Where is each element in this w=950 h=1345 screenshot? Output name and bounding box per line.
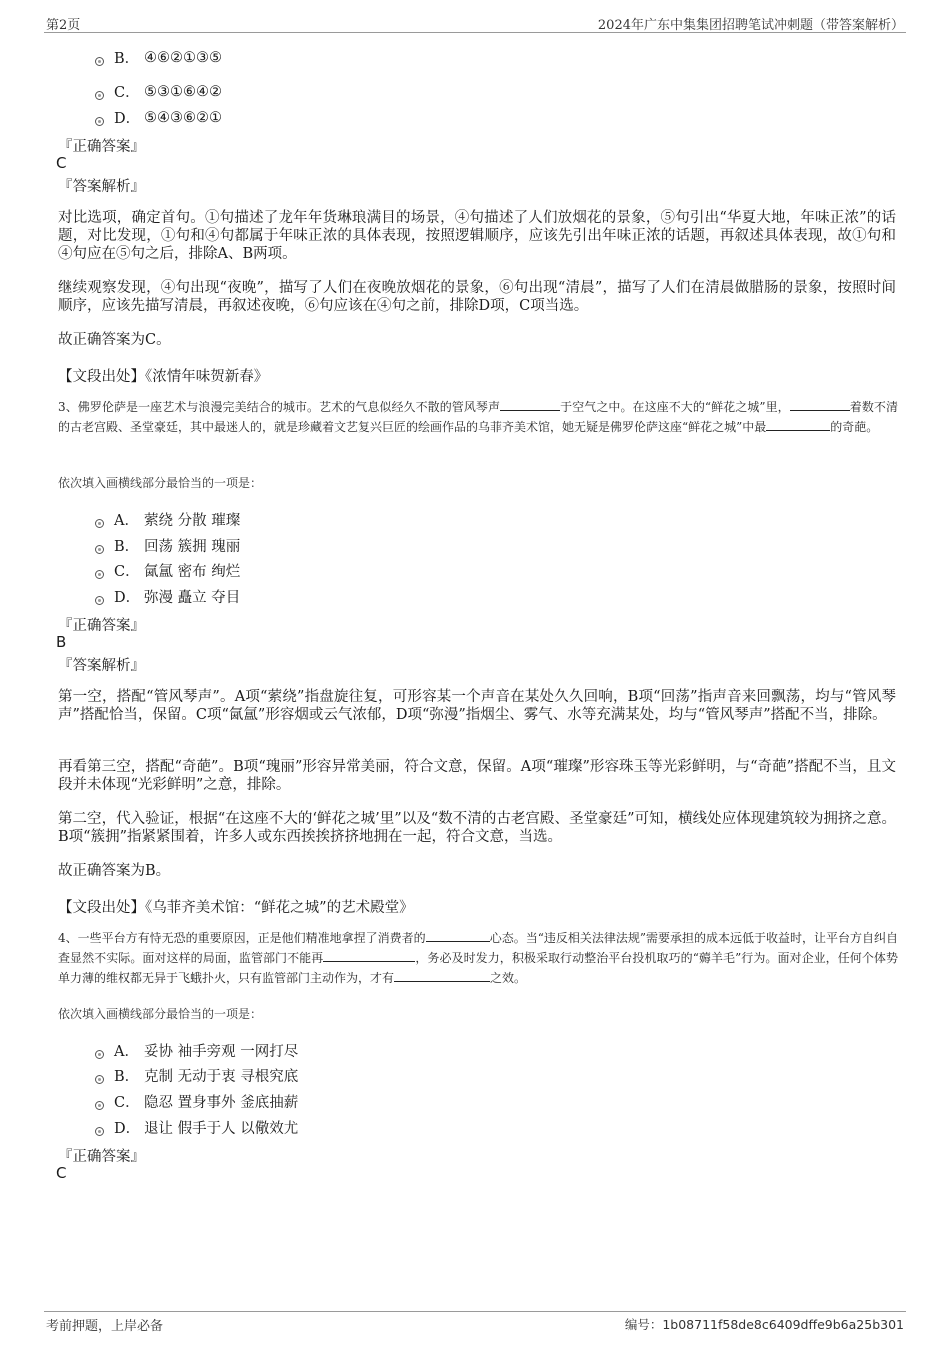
footer-slogan: 考前押题，上岸必备 (46, 1319, 164, 1334)
q3-answer: B (56, 633, 67, 651)
radio-icon[interactable] (95, 1075, 104, 1084)
correct-answer-label: 『正确答案』 (58, 139, 145, 155)
correct-answer-label: 『正确答案』 (58, 1149, 145, 1165)
q2-answer: C (56, 154, 67, 172)
radio-icon[interactable] (95, 570, 104, 579)
q4-answer: C (56, 1164, 67, 1182)
radio-icon[interactable] (95, 117, 104, 126)
q2-analysis-2: 继续观察发现，④句出现“夜晚”，描写了人们在夜晚放烟花的景象，⑥句出现“清晨”，描写了人们在清晨做腊肠的景象，按照时间顺序，应该先描写清晨，再叙述夜晚，⑥句应该在④句之前，排除D项，C项当选。 (58, 280, 896, 314)
q3-option-b[interactable]: B． 回荡 簇拥 瑰丽 (95, 535, 240, 556)
q3-stem: 3、佛罗伦萨是一座艺术与浪漫完美结合的城市。艺术的气息似经久不散的管风琴声 于空气之中。在这座不大的“鲜花之城”里， 着数不清的古老宫殿、圣堂豪廷，其中最迷人的，就是珍藏着文艺复兴巨匠的绘画作品的乌菲齐美术馆，她无疑是佛罗伦萨这座“鲜花之城”中最 的奇葩。 (58, 400, 898, 434)
q3-analysis-3: 第二空，代入验证，根据“在这座不大的‘鲜花之城’里”以及“数不清的古老宫殿、圣堂豪廷”可知，横线处应体现建筑较为拥挤之意。B项“簇拥”指紧紧围着，许多人或东西挨挨挤挤地拥在一起，符合文意，当选。 (58, 811, 896, 845)
blank-3 (394, 969, 490, 982)
correct-answer-label: 『正确答案』 (58, 618, 145, 634)
q4-stem: 4、一些平台方有恃无恐的重要原因，正是他们精准地拿捏了消费者的 心态。当“违反相关法律法规”需要承担的成本远低于收益时，让平台方自纠自查显然不实际。面对这样的局面，监管部门不能再 ，务必及时发力，积极采取行动整治平台投机取巧的“薅羊毛”行为。面对企业，任何个体势单力薄的维权都无异于飞蛾扑火，只有监管部门主动作为，才有 之效。 (58, 931, 899, 985)
blank-3 (766, 418, 830, 431)
q2-option-d[interactable]: D． ⑤④③⑥②① (95, 107, 222, 128)
q3-option-a[interactable]: A． 萦绕 分散 璀璨 (95, 509, 240, 530)
q2-analysis-3: 故正确答案为C。 (58, 332, 171, 348)
radio-icon[interactable] (95, 545, 104, 554)
footer-divider (44, 1311, 906, 1312)
blank-2 (323, 949, 415, 962)
q3-analysis-1: 第一空，搭配“管风琴声”。A项“萦绕”指盘旋往复，可形容某一个声音在某处久久回响，B项“回荡”指声音来回飘荡，均与“管风琴声”搭配恰当，保留。C项“氤氲”形容烟或云气浓郁，D项“弥漫”指烟尘、雾气、水等充满某处，均与“管风琴声”搭配不当，排除。 (58, 689, 896, 723)
q3-prompt: 依次填入画横线部分最恰当的一项是： (58, 476, 263, 490)
radio-icon[interactable] (95, 519, 104, 528)
radio-icon[interactable] (95, 596, 104, 605)
radio-icon[interactable] (95, 1050, 104, 1059)
blank-1 (500, 398, 560, 411)
analysis-label: 『答案解析』 (58, 658, 145, 674)
q4-option-a[interactable]: A． 妥协 袖手旁观 一网打尽 (95, 1040, 298, 1061)
q3-analysis-4: 故正确答案为B。 (58, 863, 171, 879)
q4-prompt: 依次填入画横线部分最恰当的一项是： (58, 1007, 263, 1021)
blank-1 (426, 929, 490, 942)
radio-icon[interactable] (95, 1127, 104, 1136)
header-divider (44, 32, 906, 33)
blank-2 (790, 398, 850, 411)
document-id: 编号：1b08711f58de8c6409dffe9b6a25b301 (624, 1317, 904, 1332)
q4-option-b[interactable]: B． 克制 无动于衷 寻根究底 (95, 1065, 298, 1086)
q3-option-c[interactable]: C． 氤氲 密布 绚烂 (95, 560, 240, 581)
q3-source: 【文段出处】《乌菲齐美术馆：“鲜花之城”的艺术殿堂》 (58, 900, 414, 916)
radio-icon[interactable] (95, 1101, 104, 1110)
q4-option-d[interactable]: D． 退让 假手于人 以儆效尤 (95, 1117, 298, 1138)
analysis-label: 『答案解析』 (58, 179, 145, 195)
q4-option-c[interactable]: C． 隐忍 置身事外 釜底抽薪 (95, 1091, 298, 1112)
document-title: 2024年广东中集集团招聘笔试冲刺题（带答案解析） (597, 18, 904, 33)
page-number: 第2页 (46, 18, 81, 33)
q3-option-d[interactable]: D． 弥漫 矗立 夺目 (95, 586, 240, 607)
q2-option-b[interactable]: B． ④⑥②①③⑤ (95, 47, 222, 68)
radio-icon[interactable] (95, 57, 104, 66)
radio-icon[interactable] (95, 91, 104, 100)
q2-option-c[interactable]: C． ⑤③①⑥④② (95, 81, 222, 102)
q2-analysis-1: 对比选项，确定首句。①句描述了龙年年货琳琅满目的场景，④句描述了人们放烟花的景象，⑤句引出“华夏大地，年味正浓”的话题，对比发现，①句和④句都属于年味正浓的具体表现，按照逻辑顺序，应该先引出年味正浓的话题，再叙述具体表现，故①句和④句应在⑤句之后，排除A、B两项。 (58, 210, 896, 262)
q3-analysis-2: 再看第三空，搭配“奇葩”。B项“瑰丽”形容异常美丽，符合文意，保留。A项“璀璨”形容珠玉等光彩鲜明，与“奇葩”搭配不当，且文段并未体现“光彩鲜明”之意，排除。 (58, 759, 896, 793)
q2-source: 【文段出处】《浓情年味贺新春》 (58, 369, 269, 385)
